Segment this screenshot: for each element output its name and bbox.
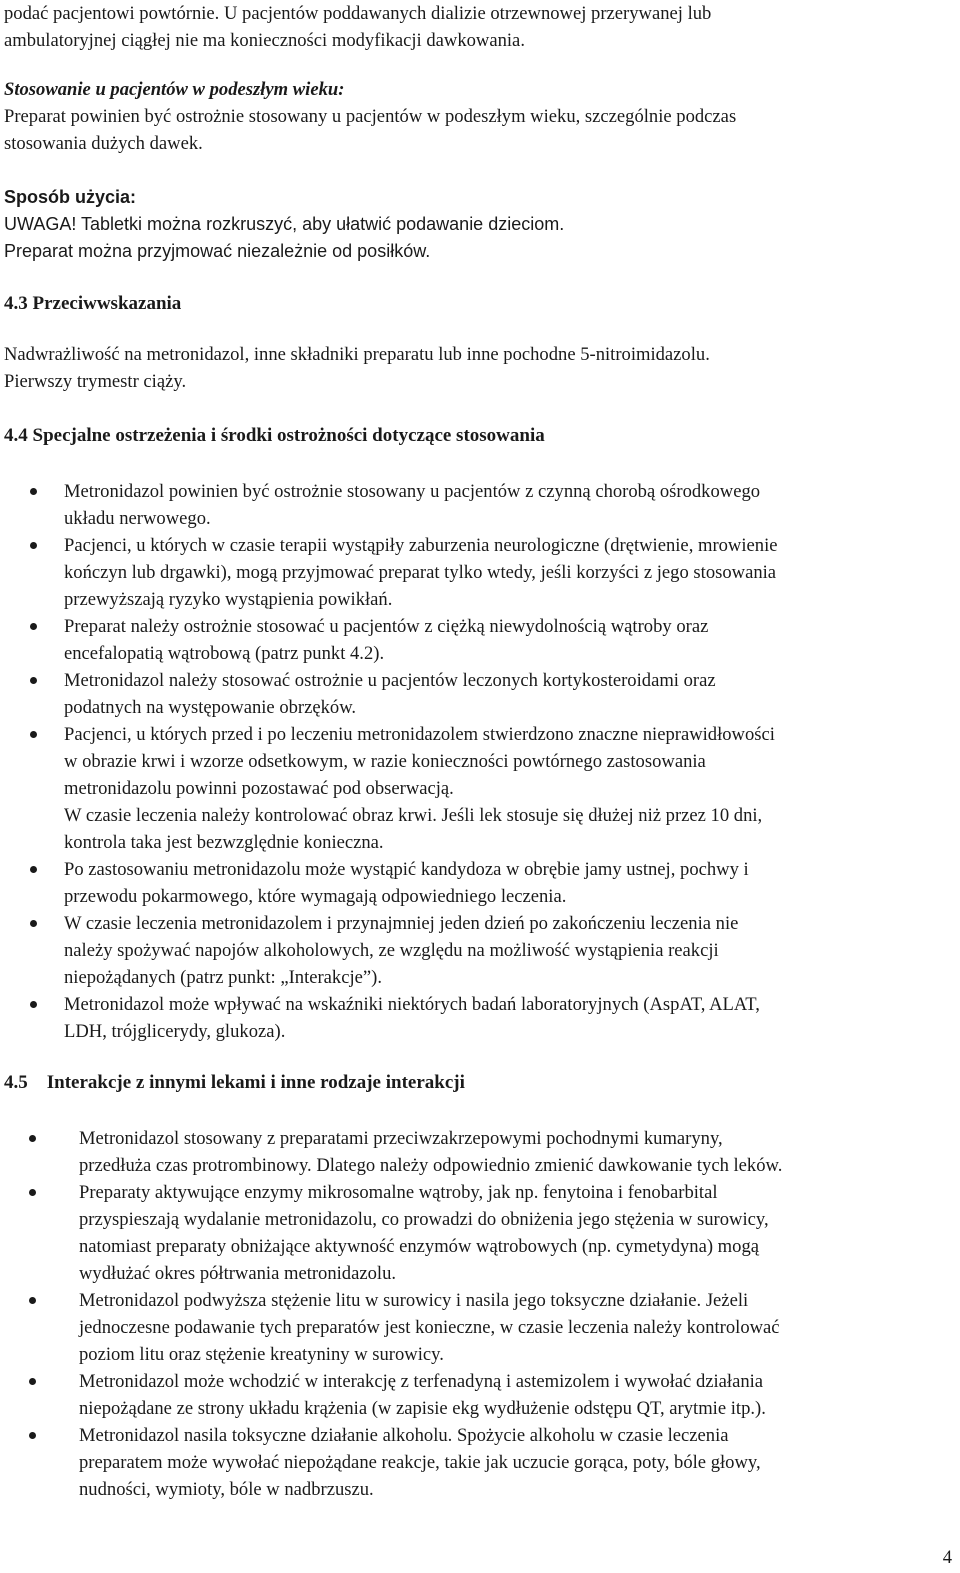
list-item-line: Preparat należy ostrożnie stosować u pacjentów z ciężką niewydolnością wątroby oraz [64,616,709,637]
section-4-4-title: Specjalne ostrzeżenia i środki ostrożności dotyczące stosowania [32,425,545,446]
warning-item [64,856,948,910]
list-item-line: W czasie leczenia należy kontrolować obraz krwi. Jeśli lek stosuje się dłużej niż przez 10 dni, [64,805,763,826]
bullet-icon [30,488,37,495]
bullet-icon [30,1001,37,1008]
list-item-line: niepożądanych (patrz punkt: „Interakcje”). [64,967,382,988]
list-item-line: przedłuża czas protrombinowy. Dlatego należy odpowiednio zmienić dawkowanie tych leków. [79,1155,783,1176]
list-item-line: kontrola taka jest bezwzględnie konieczna. [64,832,384,853]
bullet-icon [29,1432,36,1439]
section-4-5-number: 4.5 [4,1072,28,1093]
list-item-line: układu nerwowego. [64,508,211,529]
warning-item [64,667,948,721]
section-4-3-heading [4,290,181,317]
list-item-line: poziom litu oraz stężenie kreatyniny w surowicy. [79,1344,444,1365]
contraindications-line-1: Nadwrażliwość na metronidazol, inne składniki preparatu lub inne pochodne 5-nitroimidazolu. [4,344,710,365]
list-item-line: Metronidazol należy stosować ostrożnie u pacjentów leczonych kortykosteroidami oraz [64,670,716,691]
list-item-line: LDH, trójglicerydy, glukoza). [64,1021,286,1042]
list-item-line: należy spożywać napojów alkoholowych, ze względu na możliwość wystąpienia reakcji [64,940,719,961]
interaction-item [79,1125,957,1179]
list-item-line: nudności, wymioty, bóle w nadbrzuszu. [79,1479,374,1500]
list-item-line: encefalopatią wątrobową (patrz punkt 4.2). [64,643,385,664]
warning-item [64,613,948,667]
list-item-line: wydłużać okres półtrwania metronidazolu. [79,1263,397,1284]
interaction-item [79,1287,957,1368]
warning-item [64,478,948,532]
bullet-icon [30,866,37,873]
elderly-title: Stosowanie u pacjentów w podeszłym wieku: [4,79,345,100]
usage-line-2: Preparat można przyjmować niezależnie od posiłków. [4,241,431,261]
bullet-icon [29,1135,36,1142]
bullet-icon [29,1189,36,1196]
list-item-line: jednoczesne podawanie tych preparatów jest konieczne, w czasie leczenia należy kontrolować [79,1317,780,1338]
warning-item [64,721,948,856]
list-item-line: Preparaty aktywujące enzymy mikrosomalne wątroby, jak np. fenytoina i fenobarbital [79,1182,718,1203]
list-item-line: Metronidazol podwyższa stężenie litu w surowicy i nasila jego toksyczne działanie. Jeżeli [79,1290,749,1311]
bullet-icon [30,623,37,630]
contraindications-line-2: Pierwszy trymestr ciąży. [4,371,187,392]
list-item-line: kończyn lub drgawki), mogą przyjmować preparat tylko wtedy, jeśli korzyści z jego stosowania [64,562,777,583]
elderly-line-1: Preparat powinien być ostrożnie stosowany u pacjentów w podeszłym wieku, szczególnie podczas [4,106,737,127]
list-item-line: natomiast preparaty obniżające aktywność enzymów wątrobowych (np. cymetydyna) mogą [79,1236,759,1257]
bullet-icon [30,677,37,684]
bullet-icon [29,1378,36,1385]
section-4-3-title: Przeciwwskazania [32,293,182,314]
list-item-line: preparatem może wywołać niepożądane reakcje, takie jak uczucie gorąca, poty, bóle głowy, [79,1452,761,1473]
warning-item [64,532,948,613]
section-4-3-number: 4.3 [4,293,28,314]
list-item-line: podatnych na występowanie obrzęków. [64,697,357,718]
interaction-item [79,1422,957,1503]
list-item-line: przewodu pokarmowego, które wymagają odpowiedniego leczenia. [64,886,567,907]
warnings-list [64,478,948,1045]
bullet-icon [30,731,37,738]
section-4-5-heading [4,1069,465,1096]
list-item-line: Pacjenci, u których przed i po leczeniu metronidazolem stwierdzono znaczne nieprawidłowości [64,724,775,745]
elderly-line-2: stosowania dużych dawek. [4,133,203,154]
list-item-line: Po zastosowaniu metronidazolu może wystąpić kandydoza w obrębie jamy ustnej, pochwy i [64,859,749,880]
interaction-item [79,1368,957,1422]
section-4-4-number: 4.4 [4,425,28,446]
intro-line-2: ambulatoryjnej ciągłej nie ma konieczności modyfikacji dawkowania. [4,30,525,51]
list-item-line: Metronidazol może wchodzić w interakcję z terfenadyną i astemizolem i wywołać działania [79,1371,764,1392]
list-item-line: przyspieszają wydalanie metronidazolu, co prowadzi do obniżenia jego stężenia w surowicy, [79,1209,769,1230]
bullet-icon [29,1297,36,1304]
list-item-line: przewyższają ryzyko wystąpienia powikłań. [64,589,393,610]
interactions-list [79,1125,957,1503]
list-item-line: Metronidazol nasila toksyczne działanie alkoholu. Spożycie alkoholu w czasie leczenia [79,1425,729,1446]
list-item-line: Metronidazol powinien być ostrożnie stosowany u pacjentów z czynną chorobą ośrodkowego [64,481,761,502]
list-item-line: W czasie leczenia metronidazolem i przynajmniej jeden dzień po zakończeniu leczenia nie [64,913,739,934]
list-item-line: Metronidazol stosowany z preparatami przeciwzakrzepowymi pochodnymi kumaryny, [79,1128,723,1149]
list-item-line: Pacjenci, u których w czasie terapii wystąpiły zaburzenia neurologiczne (drętwienie, mrowienie [64,535,778,556]
bullet-icon [30,542,37,549]
page-number: 4 [942,1547,952,1568]
usage-title: Sposób użycia: [4,187,137,207]
usage-line-1: UWAGA! Tabletki można rozkruszyć, aby ułatwić podawanie dzieciom. [4,214,565,234]
section-4-4-heading [4,422,545,449]
section-4-5-title: Interakcje z innymi lekami i inne rodzaje interakcji [46,1072,465,1093]
interaction-item [79,1179,957,1287]
list-item-line: Metronidazol może wpływać na wskaźniki niektórych badań laboratoryjnych (AspAT, ALAT, [64,994,760,1015]
bullet-icon [30,920,37,927]
list-item-line: w obrazie krwi i wzorze odsetkowym, w razie konieczności powtórnego zastosowania [64,751,706,772]
warning-item [64,991,948,1045]
list-item-line: metronidazolu powinni pozostawać pod obserwacją. [64,778,454,799]
list-item-line: niepożądane ze strony układu krążenia (w zapisie ekg wydłużenie odstępu QT, arytmie itp.). [79,1398,766,1419]
warning-item [64,910,948,991]
intro-line-1: podać pacjentowi powtórnie. U pacjentów poddawanych dializie otrzewnowej przerywanej lub [4,3,712,24]
